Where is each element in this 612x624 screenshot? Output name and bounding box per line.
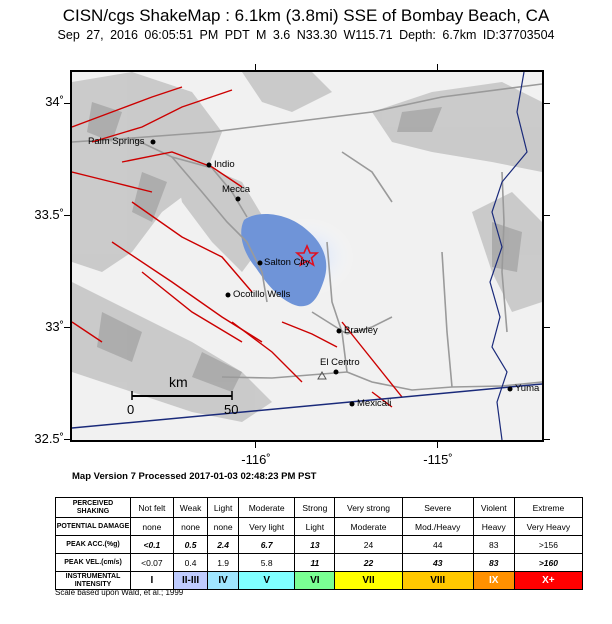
legend-cell: Not felt [131,498,174,518]
city-dot [226,293,231,298]
lat-label-32-5: 32.5˚ [34,431,64,446]
legend-cell: Moderate [238,498,295,518]
city-dot [236,197,241,202]
lat-label-33: 33˚ [45,319,64,334]
legend-cell: Very strong [335,498,402,518]
legend-cell: >156 [514,536,582,554]
intensity-swatch: I [131,572,174,590]
legend-row-damage [56,518,583,536]
legend-cell: Violent [473,498,514,518]
intensity-swatch: VI [295,572,335,590]
legend-cell: Weak [173,498,208,518]
legend-cell: Severe [402,498,473,518]
lat-tick [544,439,550,440]
city-dot [508,387,513,392]
legend-cell: <0.07 [131,554,174,572]
legend-cell: 0.5 [173,536,208,554]
legend-row-label: POTENTIAL DAMAGE [56,518,131,536]
intensity-swatch: VIII [402,572,473,590]
event-details: Sep 27, 2016 06:05:51 PM PDT M 3.6 N33.30 W115.71 Depth: 6.7km ID:37703504 [57,28,555,42]
city-label-el-centro: El Centro [320,357,360,368]
intensity-swatch: V [238,572,295,590]
city-label-ocotillo-wells: Ocotillo Wells [233,289,291,300]
legend-cell: none [131,518,174,536]
legend-row-acc [56,536,583,554]
legend-row-label: PEAK ACC.(%g) [56,536,131,554]
legend-cell: 22 [335,554,402,572]
legend-cell: 24 [335,536,402,554]
city-dot [337,329,342,334]
legend-cell: Heavy [473,518,514,536]
intensity-legend-table [55,497,583,590]
intensity-swatch: X+ [514,572,582,590]
legend-cell: 0.4 [173,554,208,572]
legend-cell: 5.8 [238,554,295,572]
city-dot [207,163,212,168]
scale-min-label: 0 [127,402,135,417]
map-title: CISN/cgs ShakeMap : 6.1km (3.8mi) SSE of Bombay Beach, CA [62,6,550,25]
city-label-brawley: Brawley [344,325,378,336]
intensity-swatch: IV [208,572,239,590]
legend-cell: >160 [514,554,582,572]
legend-cell: 83 [473,536,514,554]
legend-cell: 11 [295,554,335,572]
legend-row-label: INSTRUMENTAL INTENSITY [56,572,131,590]
legend-cell: Moderate [335,518,402,536]
intensity-swatch: VII [335,572,402,590]
legend-cell: Extreme [514,498,582,518]
intensity-swatch: IX [473,572,514,590]
city-label-salton-city: Salton City [264,257,310,268]
lon-label-116: -116˚ [241,452,271,467]
scale-unit-label: km [169,374,188,390]
legend-cell: 2.4 [208,536,239,554]
lon-tick [437,442,438,448]
legend-row-label: PERCEIVED SHAKING [56,498,131,518]
legend-cell: 44 [402,536,473,554]
legend-cell: 13 [295,536,335,554]
city-label-mecca: Mecca [222,184,250,195]
legend-cell: none [208,518,239,536]
legend-cell: 6.7 [238,536,295,554]
legend-cell: Light [295,518,335,536]
legend-cell: Light [208,498,239,518]
legend-cell: Very light [238,518,295,536]
lat-label-34: 34˚ [45,94,64,109]
city-dot [151,140,156,145]
legend-row-shaking [56,498,583,518]
lon-label-115: -115˚ [423,452,453,467]
scale-footnote: Scale based upon Wald, et al.; 1999 [55,588,184,597]
city-label-palm-springs: Palm Springs [88,136,145,147]
shakemap-view[interactable] [70,70,544,442]
scale-max-label: 50 [224,402,239,417]
city-dot [350,402,355,407]
legend-cell: none [173,518,208,536]
city-label-mexicali: Mexicali [357,398,392,409]
city-label-indio: Indio [214,159,235,170]
intensity-swatch: II-III [173,572,208,590]
lat-tick [544,215,550,216]
legend-cell: <0.1 [131,536,174,554]
legend-cell: Mod./Heavy [402,518,473,536]
lat-tick [544,327,550,328]
legend-row-label: PEAK VEL.(cm/s) [56,554,131,572]
city-dot [258,261,263,266]
map-version: Map Version 7 Processed 2017-01-03 02:48:23 PM PST [72,471,317,482]
city-label-yuma: Yuma [515,383,540,394]
lat-label-33-5: 33.5˚ [34,207,64,222]
legend-cell: 43 [402,554,473,572]
lon-tick [255,442,256,448]
map-canvas [72,72,542,440]
legend-row-intensity [56,572,583,590]
legend-cell: 1.9 [208,554,239,572]
legend-cell: 83 [473,554,514,572]
lat-tick [544,103,550,104]
legend-cell: Strong [295,498,335,518]
city-dot [334,370,339,375]
legend-cell: Very Heavy [514,518,582,536]
legend-row-vel [56,554,583,572]
